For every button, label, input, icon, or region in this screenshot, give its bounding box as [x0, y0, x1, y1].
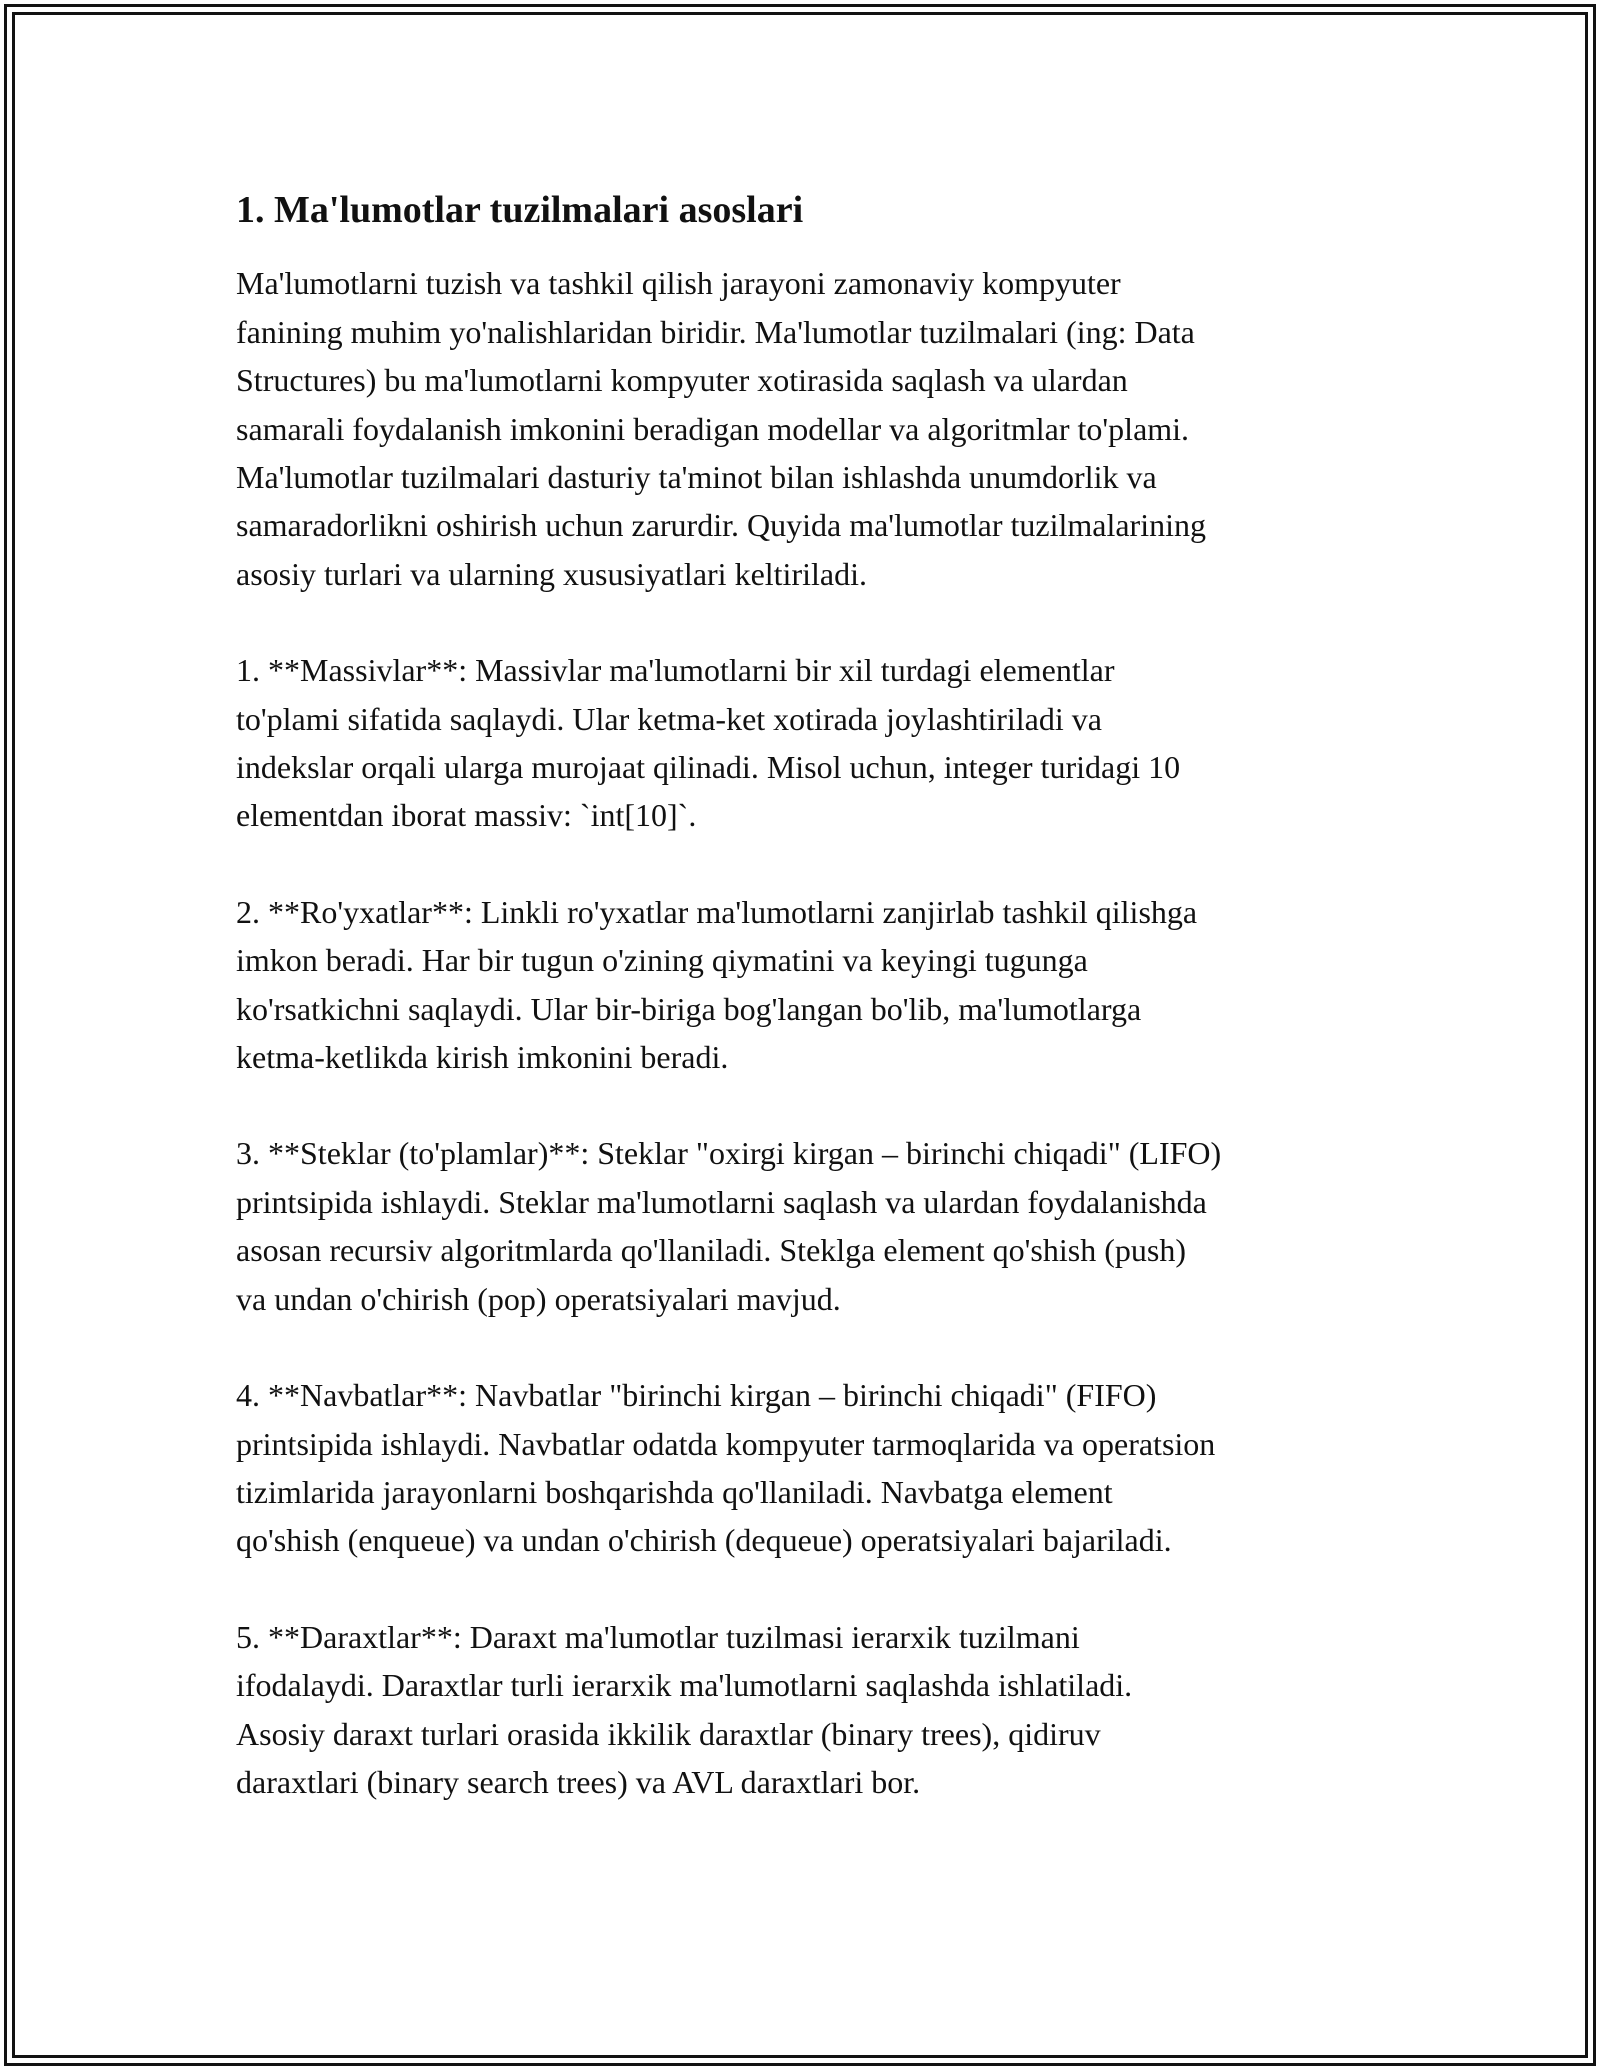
text-line: asosan recursiv algoritmlarda qo'llaniladi. Steklga element qo'shish (push): [236, 1232, 1186, 1269]
document-body: [236, 186, 1376, 1854]
text-line: fanining muhim yo'nalishlaridan biridir. Ma'lumotlar tuzilmalari (ing: Data: [236, 313, 1195, 350]
text-line: qo'shish (enqueue) va undan o'chirish (dequeue) operatsiyalari bajariladi.: [236, 1522, 1172, 1559]
list-item-daraxtlar: [236, 1613, 1376, 1807]
text-line: 5. **Daraxtlar**: Daraxt ma'lumotlar tuzilmasi ierarxik tuzilmani: [236, 1618, 1080, 1655]
list-item-steklar: [236, 1129, 1376, 1323]
text-line: 4. **Navbatlar**: Navbatlar "birinchi kirgan – birinchi chiqadi" (FIFO): [236, 1377, 1157, 1414]
text-line: elementdan iborat massiv: `int[10]`.: [236, 797, 697, 834]
text-line: samarali foydalanish imkonini beradigan modellar va algoritmlar to'plami.: [236, 410, 1190, 447]
list-item-navbatlar: [236, 1371, 1376, 1565]
text-line: to'plami sifatida saqlaydi. Ular ketma-ket xotirada joylashtiriladi va: [236, 700, 1102, 737]
text-line: asosiy turlari va ularning xususiyatlari keltiriladi.: [236, 555, 867, 592]
section-heading: 1. Ma'lumotlar tuzilmalari asoslari: [236, 189, 804, 231]
text-line: Ma'lumotlarni tuzish va tashkil qilish jarayoni zamonaviy kompyuter: [236, 265, 1121, 302]
text-line: Ma'lumotlar tuzilmalari dasturiy ta'minot bilan ishlashda unumdorlik va: [236, 459, 1157, 496]
text-line: printsipida ishlaydi. Steklar ma'lumotlarni saqlash va ulardan foydalanishda: [236, 1183, 1207, 1220]
text-line: ifodalaydi. Daraxtlar turli ierarxik ma'lumotlarni saqlashda ishlatiladi.: [236, 1667, 1133, 1704]
text-line: printsipida ishlaydi. Navbatlar odatda kompyuter tarmoqlarida va operatsion: [236, 1425, 1216, 1462]
text-line: indekslar orqali ularga murojaat qilinadi. Misol uchun, integer turidagi 10: [236, 749, 1181, 786]
text-line: tizimlarida jarayonlarni boshqarishda qo'llaniladi. Navbatga element: [236, 1473, 1113, 1510]
text-line: ko'rsatkichni saqlaydi. Ular bir-biriga bog'langan bo'lib, ma'lumotlarga: [236, 990, 1142, 1027]
text-line: ketma-ketlikda kirish imkonini beradi.: [236, 1039, 729, 1076]
text-line: 3. **Steklar (to'plamlar)**: Steklar "oxirgi kirgan – birinchi chiqadi" (LIFO): [236, 1135, 1222, 1172]
text-line: 1. **Massivlar**: Massivlar ma'lumotlarni bir xil turdagi elementlar: [236, 652, 1115, 689]
text-line: va undan o'chirish (pop) operatsiyalari mavjud.: [236, 1280, 841, 1317]
intro-paragraph: [236, 259, 1376, 598]
text-line: samaradorlikni oshirish uchun zarurdir. Quyida ma'lumotlar tuzilmalarining: [236, 507, 1206, 544]
text-line: Structures) bu ma'lumotlarni kompyuter xotirasida saqlash va ulardan: [236, 362, 1128, 399]
text-line: imkon beradi. Har bir tugun o'zining qiymatini va keyingi tugunga: [236, 942, 1088, 979]
text-line: Asosiy daraxt turlari orasida ikkilik daraxtlar (binary trees), qidiruv: [236, 1715, 1101, 1752]
text-line: 2. **Ro'yxatlar**: Linkli ro'yxatlar ma'lumotlarni zanjirlab tashkil qilishga: [236, 893, 1198, 930]
list-item-royxatlar: [236, 888, 1376, 1082]
list-item-massivlar: [236, 646, 1376, 840]
text-line: daraxtlari (binary search trees) va AVL daraxtlari bor.: [236, 1763, 921, 1800]
